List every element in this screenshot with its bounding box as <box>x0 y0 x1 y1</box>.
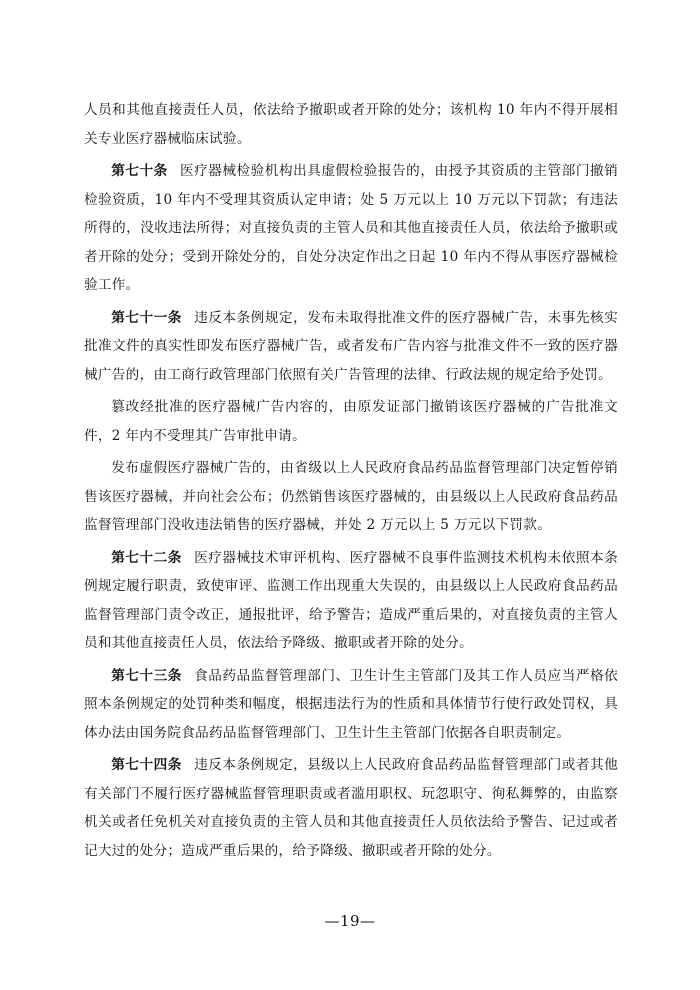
article-71-paragraph-2 <box>84 393 618 450</box>
article-number: 第七十二条 <box>111 549 182 566</box>
article-number: 第七十三条 <box>111 667 182 684</box>
paragraph-text: 篡改经批准的医疗器械广告内容的，由原发证部门撤销该医疗器械的广告批准文件，2 年内不受理其广告审批申请。 <box>84 399 618 444</box>
paragraph-text: 违反本条例规定，县级以上人民政府食品药品监督管理部门或者其他有关部门不履行医疗器械监督管理职责或者滥用职权、玩忽职守、徇私舞弊的，由监察机关或者任免机关对直接负责的主管人员和其他直接责任人员依法给予警告、记过或者记大过的处分；造成严重后果的，给予降级、撤职或者开除的处分。 <box>84 757 619 859</box>
paragraph-text: 违反本条例规定，发布未取得批准文件的医疗器械广告，未事先核实批准文件的真实性即发布医疗器械广告，或者发布广告内容与批准文件不一致的医疗器械广告的，由工商行政管理部门依照有关广告管理的法律、行政法规的规定给予处罚。 <box>84 309 619 383</box>
article-72 <box>84 544 618 658</box>
page-number: —19— <box>324 912 376 930</box>
paragraph-text: 发布虚假医疗器械广告的，由省级以上人民政府食品药品监督管理部门决定暂停销售该医疗器械，并向社会公布；仍然销售该医疗器械的，由县级以上人民政府食品药品监督管理部门没收违法销售的医疗器械，并处 2 万元以上 5 万元以下罚款。 <box>84 460 618 533</box>
paragraph-text: 人员和其他直接责任人员，依法给予撤职或者开除的处分；该机构 10 年内不得开展相关专业医疗器械临床试验。 <box>84 102 618 147</box>
article-number: 第七十四条 <box>111 757 182 773</box>
article-74 <box>84 751 618 865</box>
document-body <box>84 96 618 865</box>
article-number: 第七十条 <box>111 163 168 179</box>
paragraph-text: 医疗器械技术审评机构、医疗器械不良事件监测技术机构未依照本条例规定履行职责，致使审评、监测工作出现重大失误的，由县级以上人民政府食品药品监督管理部门责令改正，通报批评，给予警告；造成严重后果的，对直接负责的主管人员和其他直接责任人员，依法给予降级、撤职或者开除的处分。 <box>84 549 619 651</box>
article-73 <box>84 662 618 748</box>
article-number: 第七十一条 <box>111 309 182 326</box>
paragraph-text: 医疗器械检验机构出具虚假检验报告的，由授予其资质的主管部门撤销检验资质，10 年内不受理其资质认定申请；处 5 万元以上 10 万元以下罚款；有违法所得的，没收违法所得；对直接负责的主管人员和其他直接责任人员，依法给予撤职或者开除的处分；受到开除处分的，自处分决定作出之日起 10 年内不得从事医疗器械检验工作。 <box>84 163 618 293</box>
article-71-paragraph-3 <box>84 454 618 540</box>
article-70 <box>84 157 618 300</box>
paragraph-continued <box>84 96 618 153</box>
article-71 <box>84 304 618 390</box>
paragraph-text: 食品药品监督管理部门、卫生计生主管部门及其工作人员应当严格依照本条例规定的处罚种类和幅度，根据违法行为的性质和具体情节行使行政处罚权，具体办法由国务院食品药品监督管理部门、卫生计生主管部门依据各自职责制定。 <box>84 667 619 741</box>
